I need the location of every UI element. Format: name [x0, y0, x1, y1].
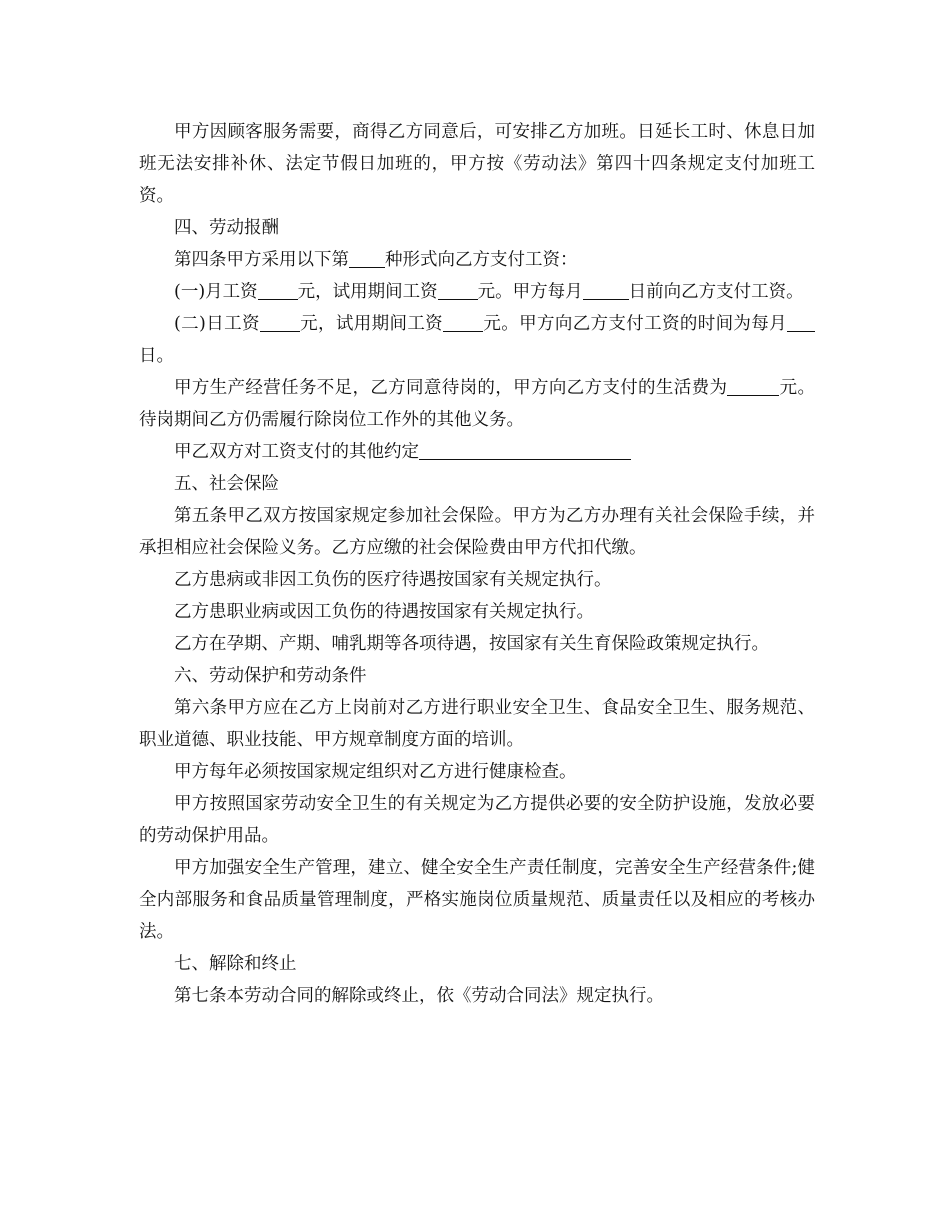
blank-line: [438, 279, 478, 300]
article-six-paragraph: 第六条甲方应在乙方上岗前对乙方进行职业安全卫生、食品安全卫生、服务规范、职业道德、职业技能、甲方规章制度方面的培训。: [139, 698, 815, 750]
section-heading-social-insurance: 五、社会保险: [174, 474, 279, 494]
blank-line: [443, 311, 483, 332]
section-heading-labor-protection: 六、劳动保护和劳动条件: [174, 666, 367, 686]
article-four-text-b: 种形式向乙方支付工资：: [385, 250, 578, 270]
monthly-wage-text-b: 元，试用期间工资: [297, 282, 438, 302]
maternity-paragraph: 乙方在孕期、产期、哺乳期等各项待遇，按国家有关生育保险政策规定执行。: [174, 634, 769, 654]
article-seven-paragraph: 第七条本劳动合同的解除或终止，依《劳动合同法》规定执行。: [174, 986, 664, 1006]
daily-wage-text-b: 元，试用期间工资: [299, 314, 444, 334]
blank-line: [260, 311, 300, 332]
occupational-disease-paragraph: 乙方患职业病或因工负伤的待遇按国家有关规定执行。: [174, 602, 594, 622]
overtime-paragraph: 甲方因顾客服务需要，商得乙方同意后，可安排乙方加班。日延长工时、休息日加班无法安排补休、法定节假日加班的，甲方按《劳动法》第四十四条规定支付加班工资。: [139, 122, 815, 206]
blank-line: [349, 247, 385, 268]
standby-text-a: 甲方生产经营任务不足，乙方同意待岗的，甲方向乙方支付的生活费为: [174, 378, 728, 398]
article-four-paragraph: [139, 244, 815, 276]
monthly-wage-text-c: 元。甲方每月: [477, 282, 583, 302]
standby-allowance-paragraph: [139, 372, 815, 436]
blank-line: [787, 311, 815, 332]
blank-line: [583, 279, 629, 300]
section-heading-remuneration: 四、劳动报酬: [174, 218, 279, 238]
daily-wage-text-d: 日。: [139, 346, 174, 366]
sickness-paragraph: 乙方患病或非因工负伤的医疗待遇按国家有关规定执行。: [174, 570, 612, 590]
document-body: [139, 116, 815, 1012]
blank-line: [419, 439, 631, 460]
monthly-wage-text-d: 日前向乙方支付工资。: [628, 282, 804, 302]
health-check-paragraph: 甲方每年必须按国家规定组织对乙方进行健康检查。: [174, 762, 577, 782]
daily-wage-text-a: (二)日工资: [174, 314, 260, 334]
article-four-text-a: 第四条甲方采用以下第: [174, 250, 349, 270]
daily-wage-paragraph: [139, 308, 815, 372]
blank-line: [727, 375, 779, 396]
other-agreement-text: 甲乙双方对工资支付的其他约定: [174, 442, 419, 462]
article-five-paragraph: 第五条甲乙双方按国家规定参加社会保险。甲方为乙方办理有关社会保险手续，并承担相应社会保险义务。乙方应缴的社会保险费由甲方代扣代缴。: [139, 506, 815, 558]
daily-wage-text-c: 元。甲方向乙方支付工资的时间为每月: [483, 314, 788, 334]
other-agreement-paragraph: [139, 436, 815, 468]
blank-line: [258, 279, 298, 300]
section-heading-termination: 七、解除和终止: [174, 954, 297, 974]
monthly-wage-paragraph: [139, 276, 815, 308]
monthly-wage-text-a: (一)月工资: [174, 282, 258, 302]
standby-text-b: 元。待岗期间乙方仍需履行除岗位工作外的其他义务。: [139, 378, 816, 430]
safety-management-paragraph: 甲方加强安全生产管理，建立、健全安全生产责任制度，完善安全生产经营条件;健全内部服务和食品质量管理制度，严格实施岗位质量规范、质量责任以及相应的考核办法。: [139, 858, 815, 942]
safety-equipment-paragraph: 甲方按照国家劳动安全卫生的有关规定为乙方提供必要的安全防护设施，发放必要的劳动保护用品。: [139, 794, 815, 846]
